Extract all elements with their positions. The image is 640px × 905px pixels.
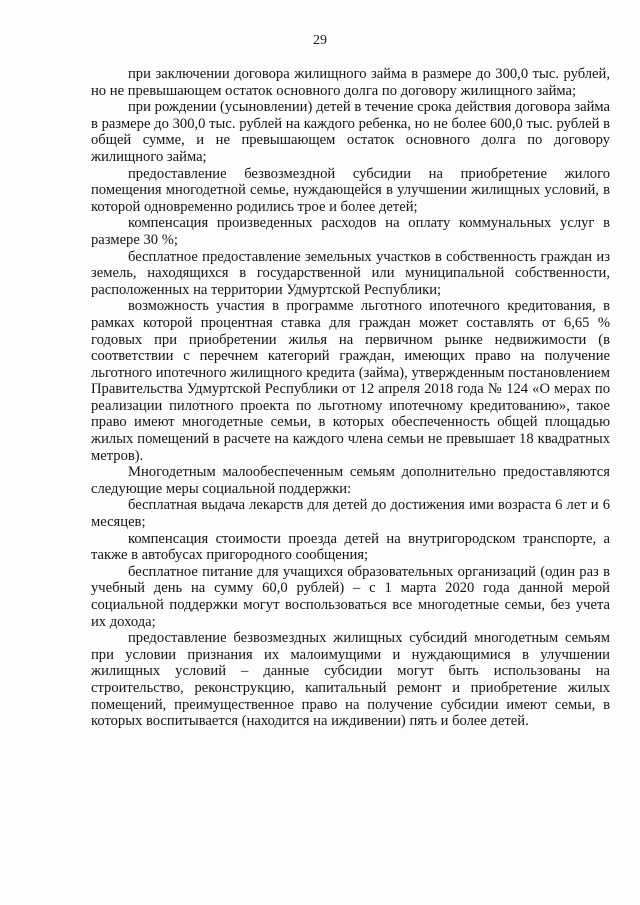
paragraph-low-income-intro: Многодетным малообеспеченным семьям дополнительно предоставляются следующие меры социальной поддержки: xyxy=(91,464,610,497)
paragraph-housing-loan: при заключении договора жилищного займа в размере до 300,0 тыс. рублей, но не превышающем остаток основного долга по договору жилищного займа; xyxy=(91,66,610,99)
paragraph-housing-subsidies: предоставление безвозмездных жилищных субсидий многодетным семьям при условии признания их малоимущими и нуждающимися в улучшении жилищных условий – данные субсидии могут быть использованы на строительство, реконструкцию, капитальный ремонт и приобретение жилых помещений, преимущественное право на получение субсидии имеют семьи, в которых воспитывается (находится на иждивении) пять и более детей. xyxy=(91,630,610,730)
paragraph-land-plots: бесплатное предоставление земельных участков в собственность граждан из земель, находящихся в государственной или муниципальной собственности, расположенных на территории Удмуртской Республики; xyxy=(91,248,610,298)
paragraph-utilities-compensation: компенсация произведенных расходов на оплату коммунальных услуг в размере 30 %; xyxy=(91,215,610,248)
document-body xyxy=(91,66,610,730)
page-number: 29 xyxy=(313,33,327,48)
paragraph-free-medicine: бесплатная выдача лекарств для детей до достижения ими возраста 6 лет и 6 месяцев; xyxy=(91,497,610,531)
paragraph-mortgage-program: возможность участия в программе льготного ипотечного кредитования, в рамках которой процентная ставка для граждан может составлять от 6,65 % годовых при приобретении жилья на первичном рынке недвижимости (в соответствии с перечнем категорий граждан, имеющих право на получение льготного ипотечного жилищного кредита (займа), утвержденным постановлением Правительства Удмуртской Республики от 12 апреля 2018 года № 124 «О мерах по реализации пилотного проекта по льготному ипотечному кредитованию», такое право имеют многодетные семьи, в которых обеспеченность общей площадью жилых помещений в расчете на каждого члена семьи не превышает 18 квадратных метров). xyxy=(91,298,610,464)
paragraph-housing-subsidy-triplets: предоставление безвозмездной субсидии на приобретение жилого помещения многодетной семье, нуждающейся в улучшении жилищных условий, в которой одновременно родились трое и более детей; xyxy=(91,165,610,215)
paragraph-transport-compensation: компенсация стоимости проезда детей на внутригородском транспорте, а также в автобусах пригородного сообщения; xyxy=(91,530,610,564)
paragraph-free-meals: бесплатное питание для учащихся образовательных организаций (один раз в учебный день на сумму 60,0 рублей) – с 1 марта 2020 года данной мерой социальной поддержки могут воспользоваться все многодетные семьи, без учета их дохода; xyxy=(91,563,610,630)
paragraph-child-birth-loan: при рождении (усыновлении) детей в течение срока действия договора займа в размере до 300,0 тыс. рублей на каждого ребенка, но не более 600,0 тыс. рублей в общей сумме, и не превышающем остаток основного долга по договору жилищного займа; xyxy=(91,99,610,165)
